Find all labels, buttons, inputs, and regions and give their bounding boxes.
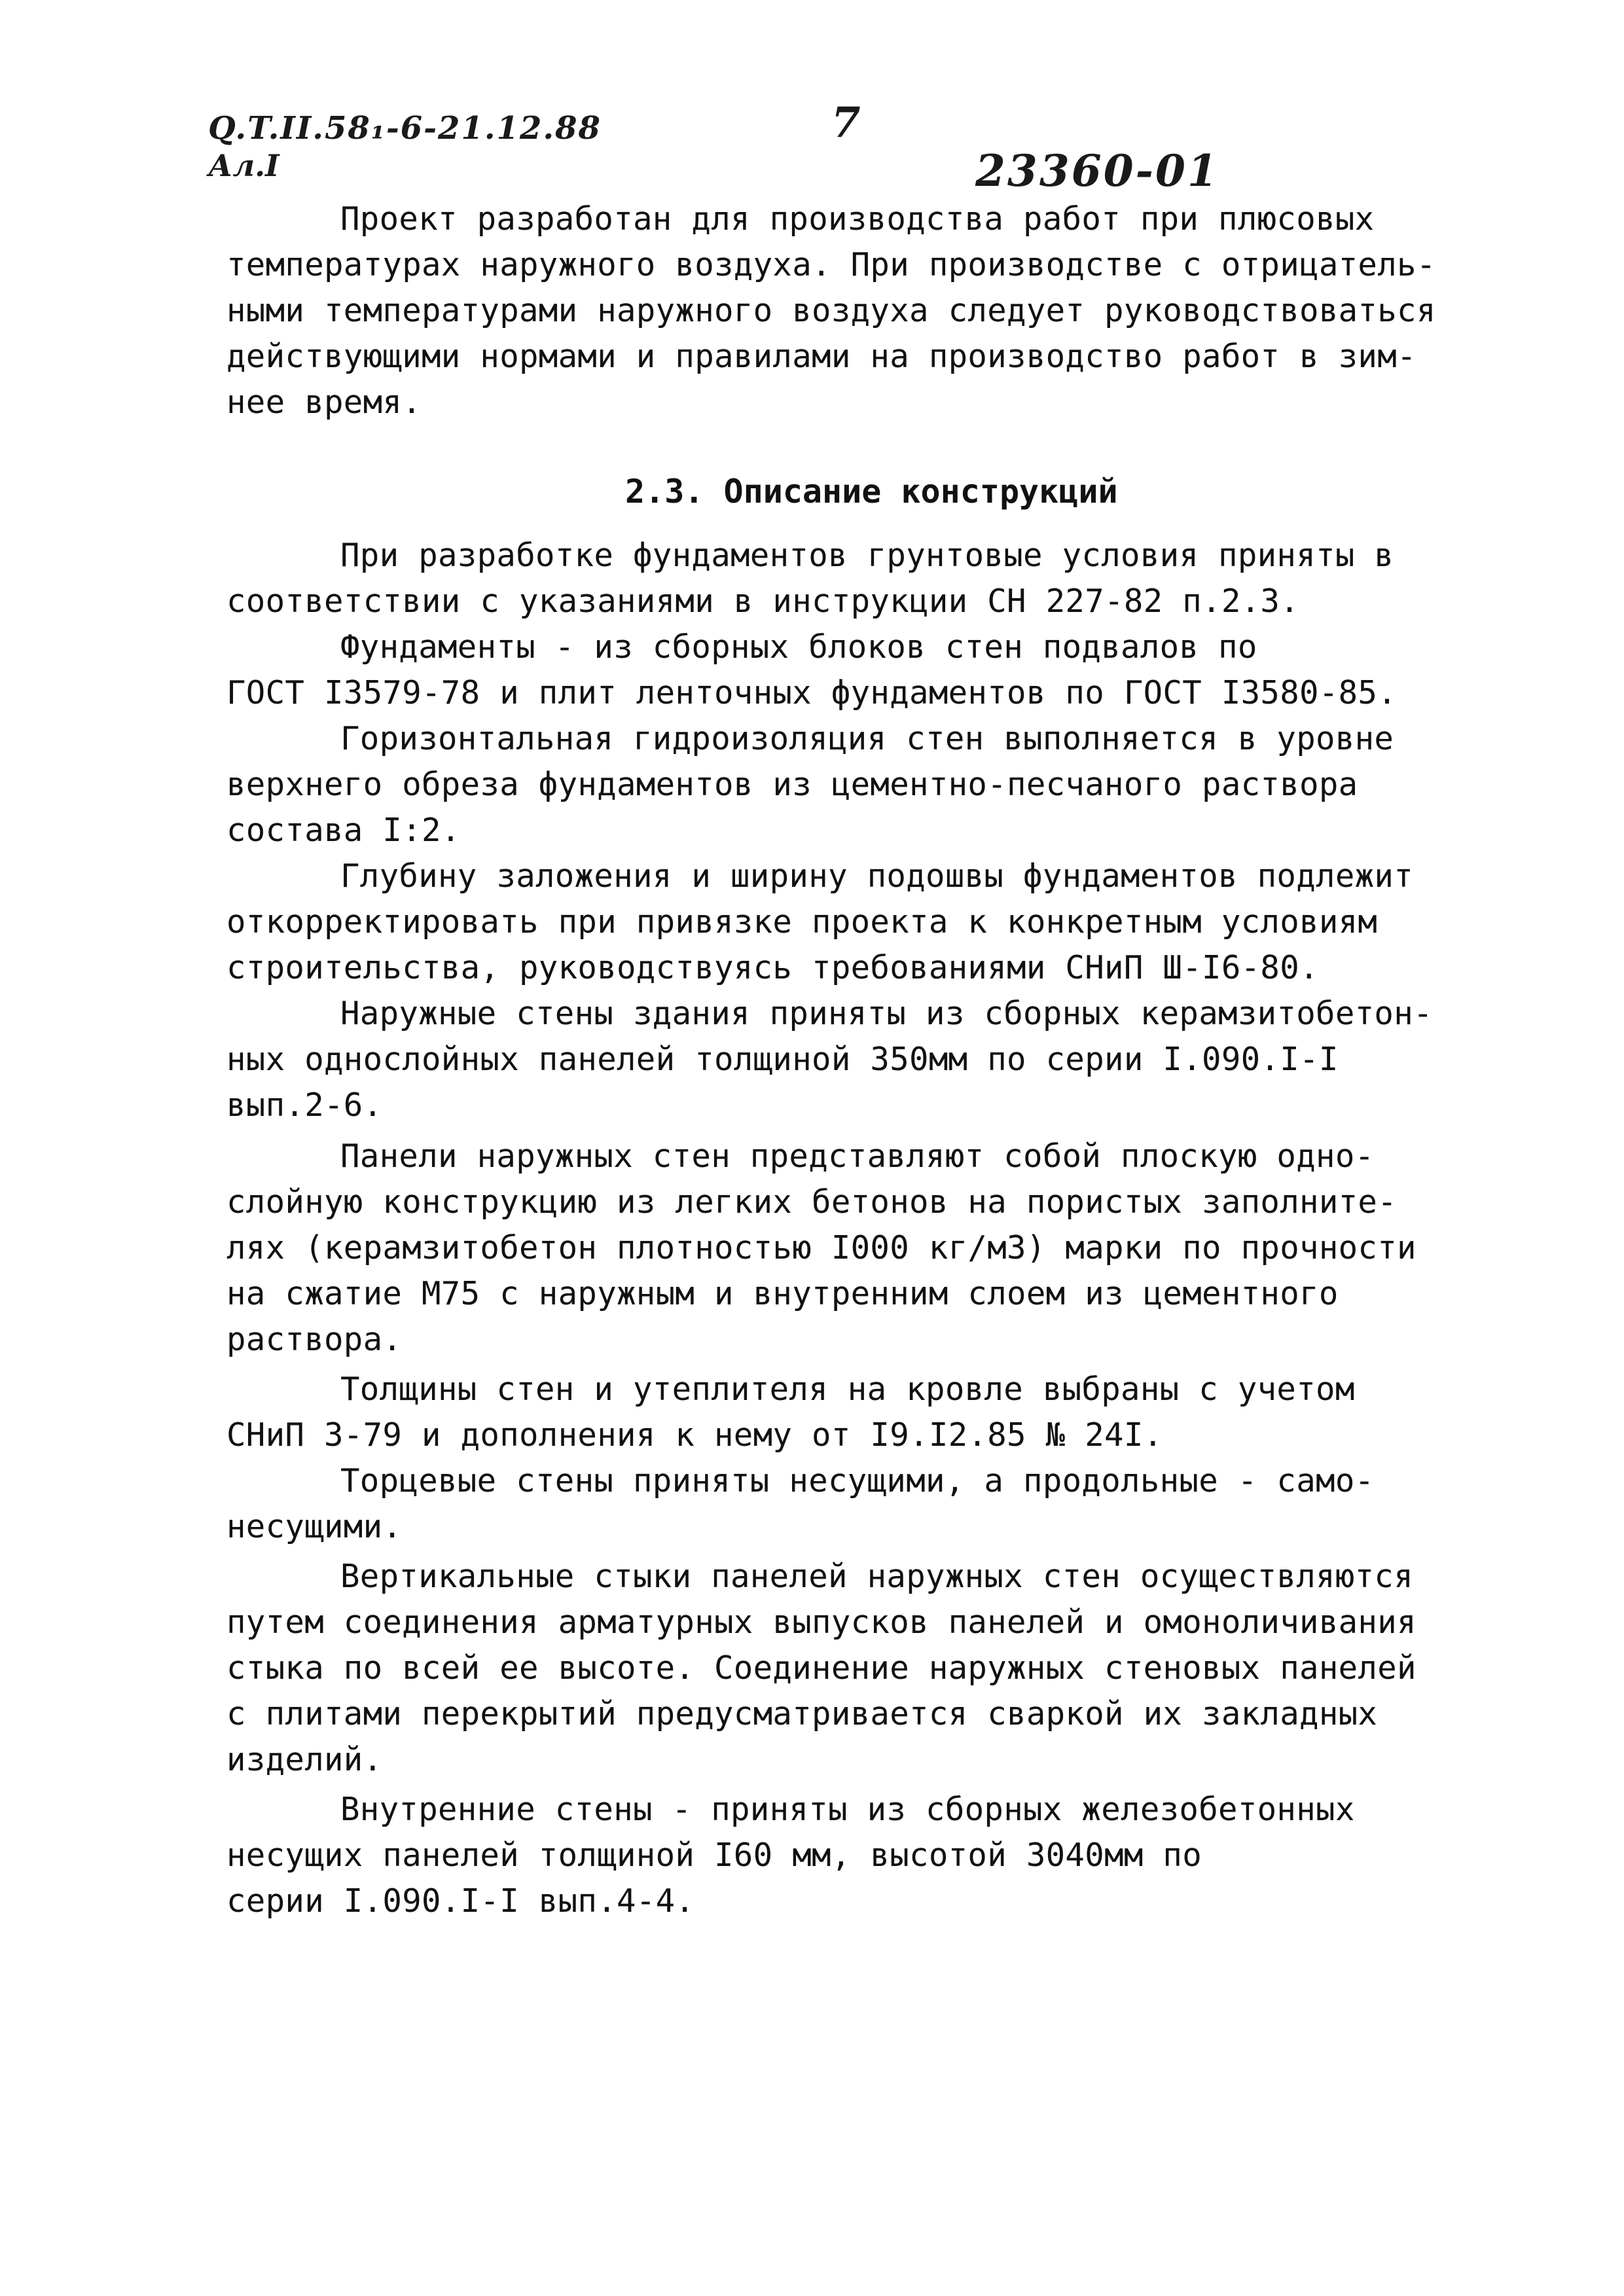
text-line: несущими. <box>226 1508 403 1545</box>
text-line: действующими нормами и правилами на производство работ в зим- <box>226 338 1416 375</box>
text-line: ГОСТ I3579-78 и плит ленточных фундаментов по ГОСТ I3580-85. <box>226 674 1398 711</box>
text-line: нее время. <box>226 384 422 421</box>
text-line: СНиП 3-79 и дополнения к нему от I9.I2.85 № 24I. <box>226 1416 1163 1454</box>
text-line: верхнего обреза фундаментов из цементно-песчаного раствора <box>226 766 1358 803</box>
text-line: Проект разработан для производства работ при плюсовых <box>340 200 1375 238</box>
text-line: лях (керамзитобетон плотностью I000 кг/м3) марки по прочности <box>226 1229 1416 1266</box>
text-line: путем соединения арматурных выпусков панелей и омоноличивания <box>226 1604 1416 1641</box>
text-line: вып.2-6. <box>226 1086 383 1124</box>
text-line: соответствии с указаниями в инструкции СН 227-82 п.2.3. <box>226 583 1300 620</box>
text-line: раствора. <box>226 1321 403 1358</box>
text-line: ных однослойных панелей толщиной 350мм по серии I.090.I-I <box>226 1041 1339 1078</box>
text-line: Толщины стен и утеплителя на кровле выбраны с учетом <box>340 1371 1355 1408</box>
text-line: При разработке фундаментов грунтовые условия приняты в <box>340 537 1394 574</box>
text-line: Фундаменты - из сборных блоков стен подвалов по <box>340 628 1257 666</box>
text-line: на сжатие М75 с наружным и внутренним слоем из цементного <box>226 1275 1339 1312</box>
text-line: ными температурами наружного воздуха следует руководствоваться <box>226 292 1436 329</box>
text-line: с плитами перекрытий предусматривается сваркой их закладных <box>226 1695 1378 1732</box>
sheet-label: Ал.I <box>208 148 280 183</box>
text-line: состава I:2. <box>226 812 461 849</box>
text-line: серии I.090.I-I вып.4-4. <box>226 1882 695 1920</box>
text-line: изделий. <box>226 1741 383 1778</box>
text-line: несущих панелей толщиной I60 мм, высотой 3040мм по <box>226 1837 1202 1874</box>
text-line: Панели наружных стен представляют собой плоскую одно- <box>340 1138 1375 1175</box>
document-number: 23360-01 <box>975 145 1219 196</box>
text-line: температурах наружного воздуха. При производстве с отрицатель- <box>226 246 1436 283</box>
text-line: Горизонтальная гидроизоляция стен выполняется в уровне <box>340 720 1394 757</box>
text-line: строительства, руководствуясь требованиями СНиП Ш-I6-80. <box>226 949 1319 986</box>
text-line: Вертикальные стыки панелей наружных стен осуществляются <box>340 1558 1414 1595</box>
text-line: откорректировать при привязке проекта к конкретным условиям <box>226 903 1378 941</box>
text-line: Глубину заложения и ширину подошвы фундаментов подлежит <box>340 857 1414 895</box>
text-line: Торцевые стены приняты несущими, а продольные - само- <box>340 1462 1375 1499</box>
section-heading: 2.3. Описание конструкций <box>625 473 1118 511</box>
page-number: 7 <box>831 98 861 147</box>
text-line: слойную конструкцию из легких бетонов на пористых заполните- <box>226 1183 1398 1221</box>
document-code: Q.T.II.58₁-6-21.12.88 <box>208 110 602 147</box>
text-line: стыка по всей ее высоте. Соединение наружных стеновых панелей <box>226 1649 1416 1687</box>
text-line: Внутренние стены - приняты из сборных железобетонных <box>340 1791 1355 1828</box>
text-line: Наружные стены здания приняты из сборных керамзитобетон- <box>340 995 1433 1032</box>
